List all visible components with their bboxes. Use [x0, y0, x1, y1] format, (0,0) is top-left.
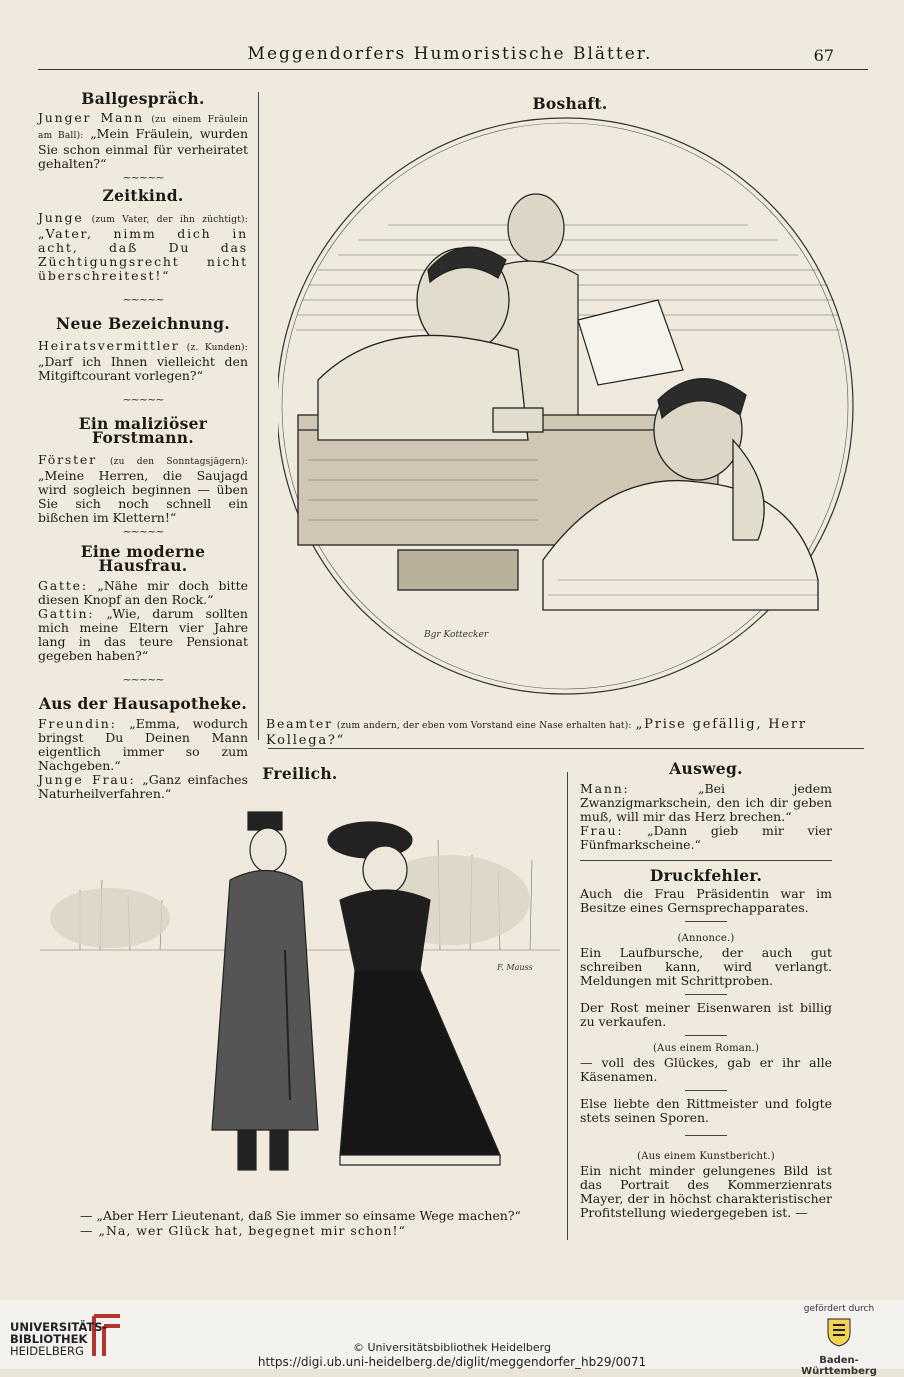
item-divider	[685, 1135, 727, 1136]
item-divider	[685, 1090, 727, 1091]
left-column	[38, 89, 248, 801]
joke-line: Junge Frau: „Ganz einfaches Naturheilverfahren.“	[38, 772, 248, 801]
joke-text: Junger Mann (zu einem Fräulein am Ball): „Mein Fräulein, wurden Sie schon einmal für verheiratet gehalten?“	[38, 110, 248, 171]
right-column	[580, 759, 832, 1220]
ornament-divider: ~~~~~	[122, 171, 164, 184]
library-name[interactable]: UNIVERSITÄTS- BIBLIOTHEK HEIDELBERG	[10, 1320, 108, 1358]
boshaft-caption: Beamter (zum andern, der eben vom Vorstand eine Nase erhalten hat): „Prise gefällig, Herr Kollega?“	[266, 716, 807, 748]
ornament-divider: ~~~~~	[122, 673, 164, 686]
header-rule	[38, 69, 868, 70]
druckfehler-item: Der Rost meiner Eisenwaren ist billig zu verkaufen.	[580, 1000, 832, 1029]
druckfehler-note: (Aus einem Roman.)	[652, 1043, 760, 1054]
freilich-caption: — „Aber Herr Lieutenant, daß Sie immer so einsame Wege machen?“ — „Na, wer Glück hat, begegnet mir schon!“	[80, 1208, 521, 1238]
joke-zeitkind	[38, 186, 248, 307]
item-divider	[685, 994, 727, 995]
joke-ausweg	[580, 759, 832, 852]
ornament-divider: ~~~~~	[122, 293, 164, 306]
item-divider	[685, 1035, 727, 1036]
joke-neue-bezeichnung	[38, 314, 248, 407]
state-coat-of-arms-icon	[825, 1317, 853, 1347]
druckfehler-item: Ein nicht minder gelungenes Bild ist das Portrait des Kommerzienrats Mayer, der in höchst charakteristischer Profitstellung wiedergegeben ist. —	[580, 1163, 832, 1220]
freilich-signature: F. Mauss	[497, 963, 533, 972]
joke-title: Ballgespräch.	[81, 89, 205, 108]
page-number: 67	[813, 46, 834, 65]
joke-hausfrau	[38, 542, 248, 687]
freilich-title: Freilich.	[262, 764, 338, 783]
boshaft-title: Boshaft.	[532, 94, 608, 113]
copyright-text: © Universitätsbibliothek Heidelberg	[352, 1341, 551, 1354]
druckfehler-title: Druckfehler.	[649, 866, 763, 885]
druckfehler-note: (Annonce.)	[677, 933, 735, 944]
item-divider	[685, 921, 727, 922]
joke-line: Freundin: „Emma, wodurch bringst Du Deinen Mann eigentlich immer so zum Nachgeben.“	[38, 716, 248, 773]
druckfehler-item: Auch die Frau Präsidentin war im Besitze eines Gernsprechapparates.	[580, 886, 832, 915]
druckfehler-item: Else liebte den Rittmeister und folgte stets seinen Sporen.	[580, 1096, 832, 1125]
joke-forstmann	[38, 414, 248, 539]
joke-line: Mann: „Bei jedem Zwanzigmarkschein, den ich dir geben muß, will mir das Herz brechen.“	[580, 781, 832, 824]
column-rule	[258, 92, 259, 740]
druckfehler-item: Ein Laufbursche, der auch gut schreiben kann, wird verlangt. Meldungen mit Schrittproben.	[580, 945, 832, 988]
section-rule	[580, 860, 832, 861]
boshaft-signature: Bgr Kottecker	[424, 630, 489, 640]
joke-title: Neue Bezeichnung.	[56, 314, 230, 333]
running-title: Meggendorfers Humoristische Blätter.	[247, 44, 653, 64]
joke-text: Förster (zu den Sonntagsjägern): „Meine Herren, die Saujagd wird sogleich beginnen — üben Sie sich noch schnell ein bißchen im Klettern!“	[38, 452, 248, 525]
joke-line: Gattin: „Wie, darum sollten mich meine Eltern vier Jahre lang in das teure Pensionat gegeben haben?“	[38, 606, 248, 663]
joke-line: Frau: „Dann gieb mir vier Fünfmarkscheine.“	[580, 823, 832, 852]
druckfehler-note: (Aus einem Kunstbericht.)	[637, 1151, 775, 1162]
freilich-illustration	[40, 800, 560, 1195]
permalink[interactable]: https://digi.ub.uni-heidelberg.de/diglit/meggendorfer_hb29/0071	[257, 1355, 647, 1369]
joke-text: Junge (zum Vater, der ihn züchtigt): „Vater, nimm dich in acht, daß Du das Züchtigungsrecht nicht überschreitest!“	[38, 210, 248, 283]
druckfehler-item: — voll des Glückes, gab er ihr alle Käsenamen.	[580, 1055, 832, 1084]
ornament-divider: ~~~~~	[122, 525, 164, 538]
joke-hausapotheke	[38, 694, 248, 801]
joke-text: Heiratsvermittler (z. Kunden): „Darf ich Ihnen vielleicht den Mitgiftcourant vorlegen?“	[38, 338, 248, 383]
joke-title: Eine moderne Hausfrau.	[80, 542, 206, 575]
sponsor-block[interactable]: gefördert durch Baden-Württemberg	[801, 1304, 877, 1377]
section-rule	[268, 748, 864, 749]
joke-title: Ein maliziöser Forstmann.	[78, 414, 208, 447]
column-rule	[567, 772, 568, 1240]
ornament-divider: ~~~~~	[122, 393, 164, 406]
joke-title: Zeitkind.	[102, 186, 184, 205]
boshaft-illustration	[278, 110, 858, 710]
joke-title: Aus der Hausapotheke.	[38, 694, 248, 713]
joke-line: Gatte: „Nähe mir doch bitte diesen Knopf an den Rock.“	[38, 578, 248, 607]
druckfehler	[580, 866, 832, 1220]
joke-ballgespraech	[38, 89, 248, 185]
viewer-footer	[0, 1300, 904, 1377]
joke-title: Ausweg.	[669, 759, 743, 778]
